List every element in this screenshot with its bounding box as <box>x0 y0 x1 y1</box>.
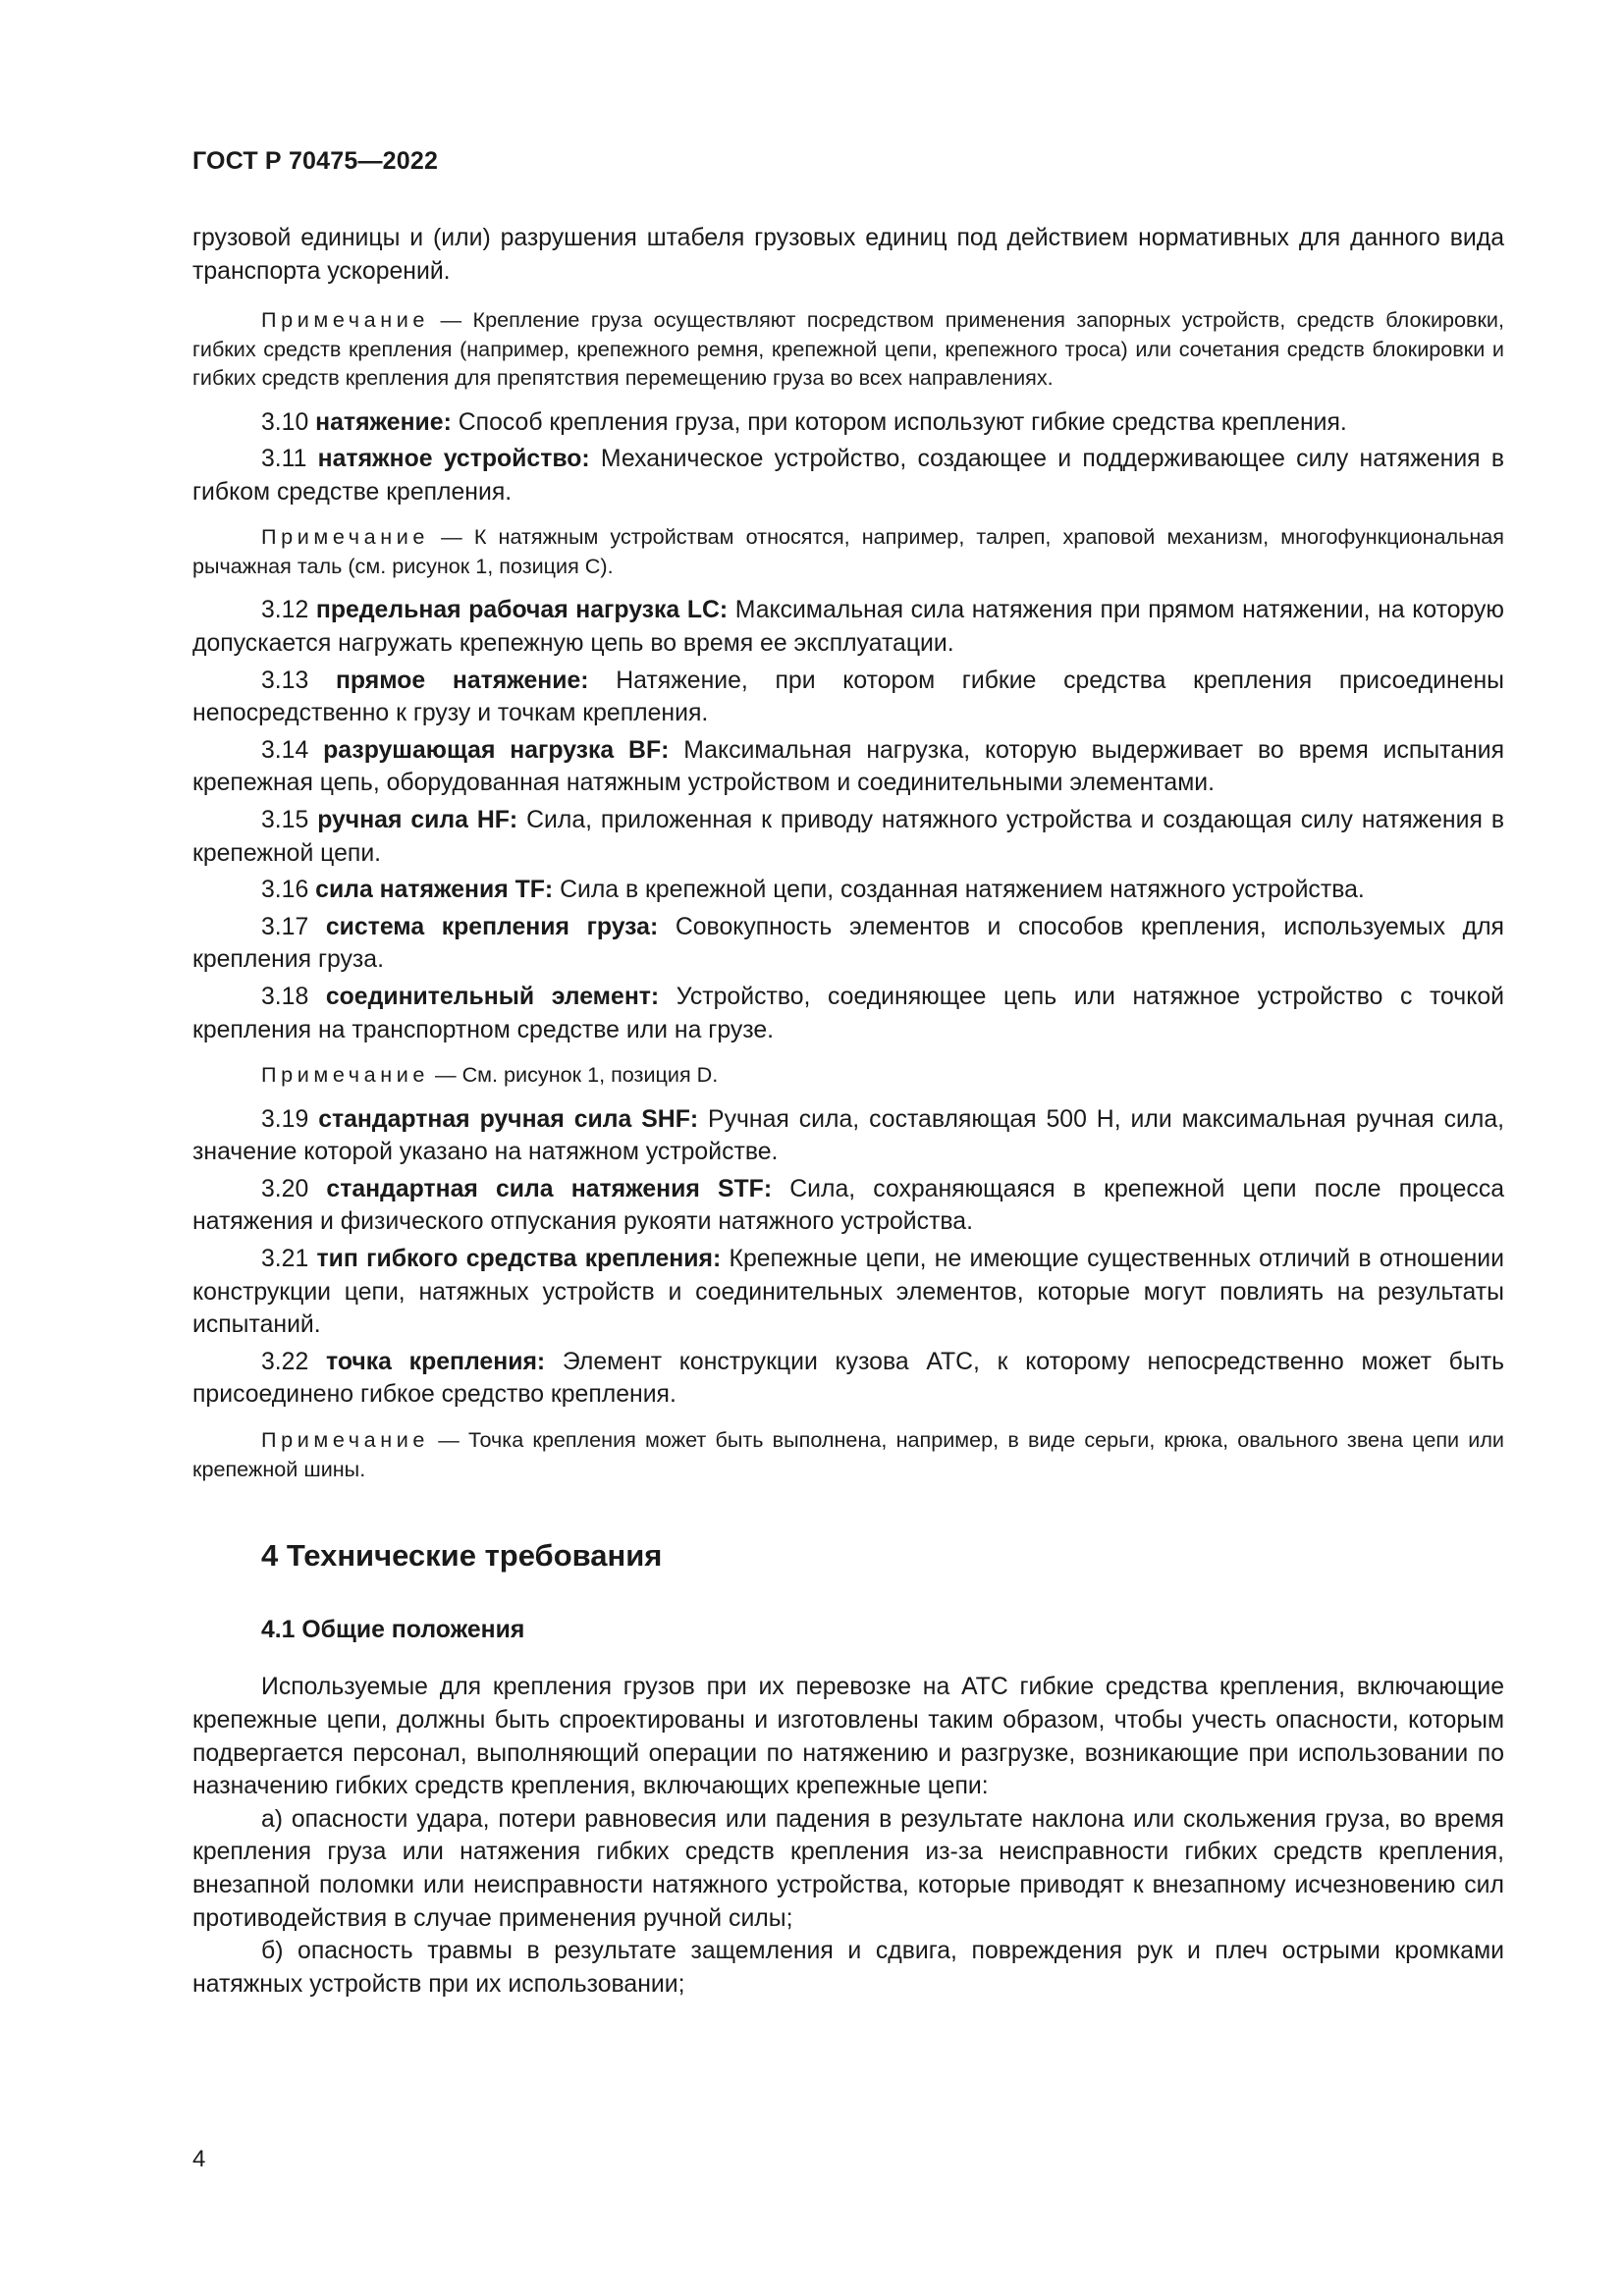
note-3 <box>192 1060 1504 1090</box>
term-3-13: 3.13 прямое натяжение: Натяжение, при котором гибкие средства крепления присоединены непосредственно к грузу и точкам крепления. <box>192 667 1504 727</box>
note-text: — Точка крепления может быть выполнена, например, в виде серьги, крюка, овального звена цепи или крепежной шины. <box>192 1427 1504 1481</box>
list-item-a: а) опасности удара, потери равновесия или падения в результате наклона или скольжения груза, во время крепления груза или натяжения гибких средств крепления из-за неисправности гибких средств крепления, внезапной поломки или неисправности натяжного устройства, которые приводят к внезапному исчезновению сил противодействия в случае применения ручной силы; <box>192 1805 1504 1932</box>
list-item-b: б) опасность травмы в результате защемления и сдвига, повреждения рук и плеч острыми кромками натяжных устройств при их использовании; <box>192 1938 1504 1998</box>
term-title: предельная рабочая нагрузка LC: <box>315 597 729 624</box>
term-title: стандартная сила натяжения STF: <box>326 1175 773 1202</box>
note-label: Примечание <box>261 524 429 550</box>
term-definition: Сила, приложенная к приводу натяжного устройства и создающая силу натяжения в крепежной цепи. <box>192 807 1504 867</box>
term-3-16: 3.16 сила натяжения TF: Сила в крепежной цепи, созданная натяжением натяжного устройства. <box>261 877 1365 904</box>
note-text: — Крепление груза осуществляют посредством применения запорных устройств, средств блокировки, гибких средств крепления (например, крепежного ремня, крепежной цепи, крепежного троса) или сочетания средств блокировки и гибких средств крепления для препятствия перемещению груза во всех направлениях. <box>192 307 1504 391</box>
term-title: система крепления груза: <box>325 913 659 940</box>
term-definition: Максимальная нагрузка, которую выдерживает во время испытания крепежная цепь, оборудованная натяжным устройством и соединительными элементами. <box>192 736 1504 797</box>
term-definition: Сила, сохраняющаяся в крепежной цепи после процесса натяжения и физического отпускания рукояти натяжного устройства. <box>192 1175 1505 1236</box>
term-3-15: 3.15 ручная сила HF: Сила, приложенная к приводу натяжного устройства и создающая силу натяжения в крепежной цепи. <box>192 807 1504 867</box>
term-title: прямое натяжение: <box>335 667 589 694</box>
term-definition: Механическое устройство, создающее и поддерживающее силу натяжения в гибком средстве крепления. <box>192 446 1505 506</box>
term-3-12: 3.12 предельная рабочая нагрузка LC: Максимальная сила натяжения при прямом натяжении, на которую допускается нагружать крепежную цепь во время ее эксплуатации. <box>192 597 1504 658</box>
term-3-11: 3.11 натяжное устройство: Механическое устройство, создающее и поддерживающее силу натяжения в гибком средстве крепления. <box>192 446 1505 506</box>
term-definition: Способ крепления груза, при котором используют гибкие средства крепления. <box>451 408 1347 436</box>
term-title: натяжное устройство: <box>317 446 590 473</box>
term-definition: Ручная сила, составляющая 500 Н, или максимальная ручная сила, значение которой указано на натяжном устройстве. <box>192 1105 1504 1166</box>
note-1 <box>192 305 1504 393</box>
term-definition: Натяжение, при котором гибкие средства крепления присоединены непосредственно к грузу и точкам крепления. <box>192 667 1504 727</box>
term-title: соединительный элемент: <box>325 984 660 1010</box>
term-title: натяжение: <box>315 408 452 436</box>
term-title: ручная сила HF: <box>317 807 518 834</box>
note-text: — См. рисунок 1, позиция D. <box>429 1062 719 1088</box>
term-3-19: 3.19 стандартная ручная сила SHF: Ручная сила, составляющая 500 Н, или максимальная ручная сила, значение которой указано на натяжном устройстве. <box>192 1105 1504 1166</box>
note-label: Примечание <box>261 307 429 333</box>
term-title: тип гибкого средства крепления: <box>316 1246 722 1273</box>
note-label: Примечание <box>261 1062 429 1088</box>
term-3-14: 3.14 разрушающая нагрузка BF: Максимальная нагрузка, которую выдерживает во время испытания крепежная цепь, оборудованная натяжным устройством и соединительными элементами. <box>192 736 1504 797</box>
term-3-21: 3.21 тип гибкого средства крепления: Крепежные цепи, не имеющие существенных отличий в отношении конструкции цепи, натяжных устройств и соединительных элементов, которые могут повлиять на результаты испытаний. <box>192 1246 1505 1339</box>
note-4 <box>192 1425 1504 1483</box>
note-label: Примечание <box>261 1427 429 1453</box>
term-title: стандартная ручная сила SHF: <box>318 1105 699 1133</box>
term-title: разрушающая нагрузка BF: <box>323 736 670 764</box>
subsection-heading: 4.1 Общие положения <box>261 1617 525 1644</box>
term-3-22: 3.22 точка крепления: Элемент конструкции кузова АТС, к которому непосредственно может быть присоединено гибкое средство крепления. <box>192 1348 1504 1409</box>
page-content <box>192 222 1504 2001</box>
section-heading: 4 Технические требования <box>261 1538 663 1574</box>
term-definition: Совокупность элементов и способов крепления, используемых для крепления груза. <box>192 913 1504 974</box>
paragraph-4-1: Используемые для крепления грузов при их перевозке на АТС гибкие средства крепления, включающие крепежные цепи, должны быть спроектированы и изготовлены таким образом, чтобы учесть опасности, которым подвергается персонал, выполняющий операции по натяжению и разгрузке, возникающие при использовании по назначению гибких средств крепления, включающих крепежные цепи: <box>192 1674 1504 1800</box>
term-title: точка крепления: <box>326 1348 546 1375</box>
term-3-20: 3.20 стандартная сила натяжения STF: Сила, сохраняющаяся в крепежной цепи после процесса натяжения и физического отпускания рукояти натяжного устройства. <box>192 1175 1505 1236</box>
term-3-17: 3.17 система крепления груза: Совокупность элементов и способов крепления, используемых для крепления груза. <box>192 913 1504 974</box>
document-header: ГОСТ Р 70475—2022 <box>192 147 439 175</box>
term-title: сила натяжения TF: <box>315 877 554 904</box>
term-definition: Крепежные цепи, не имеющие существенных отличий в отношении конструкции цепи, натяжных устройств и соединительных элементов, которые могут повлиять на результаты испытаний. <box>192 1246 1505 1339</box>
term-3-18: 3.18 соединительный элемент: Устройство, соединяющее цепь или натяжное устройство с точкой крепления на транспортном средстве или на грузе. <box>192 984 1504 1043</box>
note-text: — К натяжным устройствам относятся, например, талреп, храповой механизм, многофункциональная рычажная таль (см. рисунок 1, позиция С). <box>192 524 1504 578</box>
note-2 <box>192 522 1504 580</box>
term-definition: Максимальная сила натяжения при прямом натяжении, на которую допускается нагружать крепежную цепь во время ее эксплуатации. <box>192 597 1504 658</box>
page-number: 4 <box>192 2146 206 2172</box>
term-definition: Сила в крепежной цепи, созданная натяжением натяжного устройства. <box>553 877 1365 904</box>
term-3-10: 3.10 натяжение: Способ крепления груза, при котором используют гибкие средства крепления. <box>261 408 1347 436</box>
term-definition: Устройство, соединяющее цепь или натяжное устройство с точкой крепления на транспортном средстве или на грузе. <box>192 984 1504 1043</box>
term-definition: Элемент конструкции кузова АТС, к которому непосредственно может быть присоединено гибкое средство крепления. <box>192 1348 1504 1409</box>
paragraph-continuation: грузовой единицы и (или) разрушения штабеля грузовых единиц под действием нормативных для данного вида транспорта ускорений. <box>192 225 1504 285</box>
